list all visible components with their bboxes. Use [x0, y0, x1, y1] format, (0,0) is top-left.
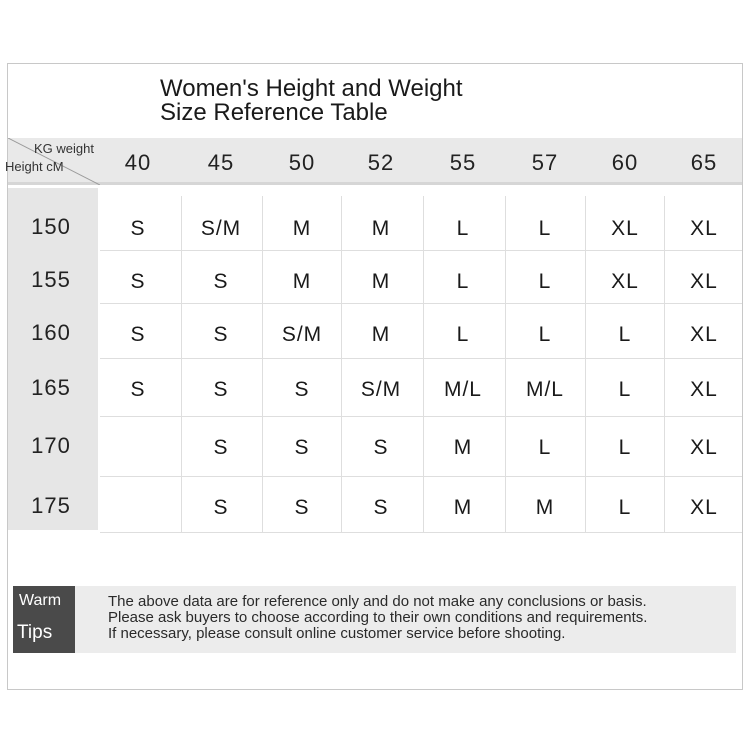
grid-divider-horizontal [100, 476, 742, 477]
size-cell: M [292, 270, 312, 293]
size-cell: S [213, 270, 229, 293]
grid-divider-vertical [262, 196, 263, 532]
grid-divider-horizontal [100, 358, 742, 359]
corner-header-cell [5, 138, 100, 185]
size-cell: S/M [200, 217, 242, 240]
warm-tips-text [108, 594, 647, 642]
size-cell: L [618, 323, 632, 346]
weight-header-cell: 50 [288, 150, 316, 175]
size-cell: S [130, 270, 146, 293]
size-cell: S [294, 436, 310, 459]
title-line-1: Women's Height and Weight [160, 75, 463, 102]
tips-line: The above data are for reference only and do not make any conclusions or basis. [108, 593, 647, 610]
size-cell: S/M [360, 378, 402, 401]
tips-line: If necessary, please consult online customer service before shooting. [108, 625, 566, 642]
size-cell: L [618, 436, 632, 459]
grid-divider-horizontal [100, 532, 742, 533]
height-row-header: 155 [31, 267, 71, 292]
size-cell: XL [611, 270, 639, 293]
grid-divider-horizontal [100, 416, 742, 417]
size-cell: M [371, 270, 391, 293]
height-row-header: 165 [31, 375, 71, 400]
size-cell: S [213, 496, 229, 519]
size-cell: XL [690, 217, 718, 240]
title-line-2: Size Reference Table [160, 99, 388, 126]
warm-tips-label [13, 586, 75, 653]
size-cell: M [535, 496, 555, 519]
height-row-header: 170 [31, 433, 71, 458]
size-cell: XL [611, 217, 639, 240]
size-cell: M/L [525, 378, 564, 401]
size-cell: S [373, 496, 389, 519]
size-cell: L [538, 217, 552, 240]
size-cell: L [538, 323, 552, 346]
size-cell: S [294, 378, 310, 401]
grid-divider-horizontal [100, 303, 742, 304]
size-cell: M [371, 217, 391, 240]
size-cell: S [130, 217, 146, 240]
size-cell: M [371, 323, 391, 346]
size-cell: M/L [443, 378, 482, 401]
size-cell: S [213, 436, 229, 459]
height-row-header: 150 [31, 214, 71, 239]
size-cell: L [456, 217, 470, 240]
size-cell: XL [690, 378, 718, 401]
size-cell: L [538, 270, 552, 293]
size-cell: L [618, 496, 632, 519]
warm-tips-label-line-2: Tips [17, 622, 53, 643]
size-cell: S [130, 323, 146, 346]
weight-header-cell: 55 [449, 150, 477, 175]
size-cell: XL [690, 270, 718, 293]
weight-header-cell: 52 [367, 150, 395, 175]
size-cell: L [456, 323, 470, 346]
size-cell: S [213, 323, 229, 346]
grid-divider-vertical [341, 196, 342, 532]
weight-header-cell: 40 [124, 150, 152, 175]
height-row-header: 160 [31, 320, 71, 345]
size-cell: M [292, 217, 312, 240]
size-cell: XL [690, 496, 718, 519]
grid-divider-vertical [585, 196, 586, 532]
size-cell: S [130, 378, 146, 401]
size-cell: S/M [281, 323, 323, 346]
size-cell: L [456, 270, 470, 293]
size-cell: S [294, 496, 310, 519]
size-cell: M [453, 496, 473, 519]
weight-header-cell: 65 [690, 150, 718, 175]
tips-line: Please ask buyers to choose according to their own conditions and requirements. [108, 609, 648, 626]
size-cell: S [213, 378, 229, 401]
corner-weight-label: KG weight [34, 141, 94, 156]
size-cell: M [453, 436, 473, 459]
size-cell: L [538, 436, 552, 459]
size-cell: XL [690, 323, 718, 346]
grid-divider-vertical [664, 196, 665, 532]
grid-divider-vertical [423, 196, 424, 532]
grid-divider-vertical [505, 196, 506, 532]
size-cell: XL [690, 436, 718, 459]
weight-header-cell: 45 [207, 150, 235, 175]
corner-height-label: Height cM [5, 159, 64, 174]
height-row-header: 175 [31, 493, 71, 518]
page-title [160, 77, 463, 125]
size-cell: S [373, 436, 389, 459]
warm-tips-label-line-1: Warm [19, 592, 62, 609]
weight-header-cell: 57 [531, 150, 559, 175]
weight-header-cell: 60 [611, 150, 639, 175]
grid-divider-vertical [181, 196, 182, 532]
grid-divider-horizontal [100, 250, 742, 251]
size-cell: L [618, 378, 632, 401]
